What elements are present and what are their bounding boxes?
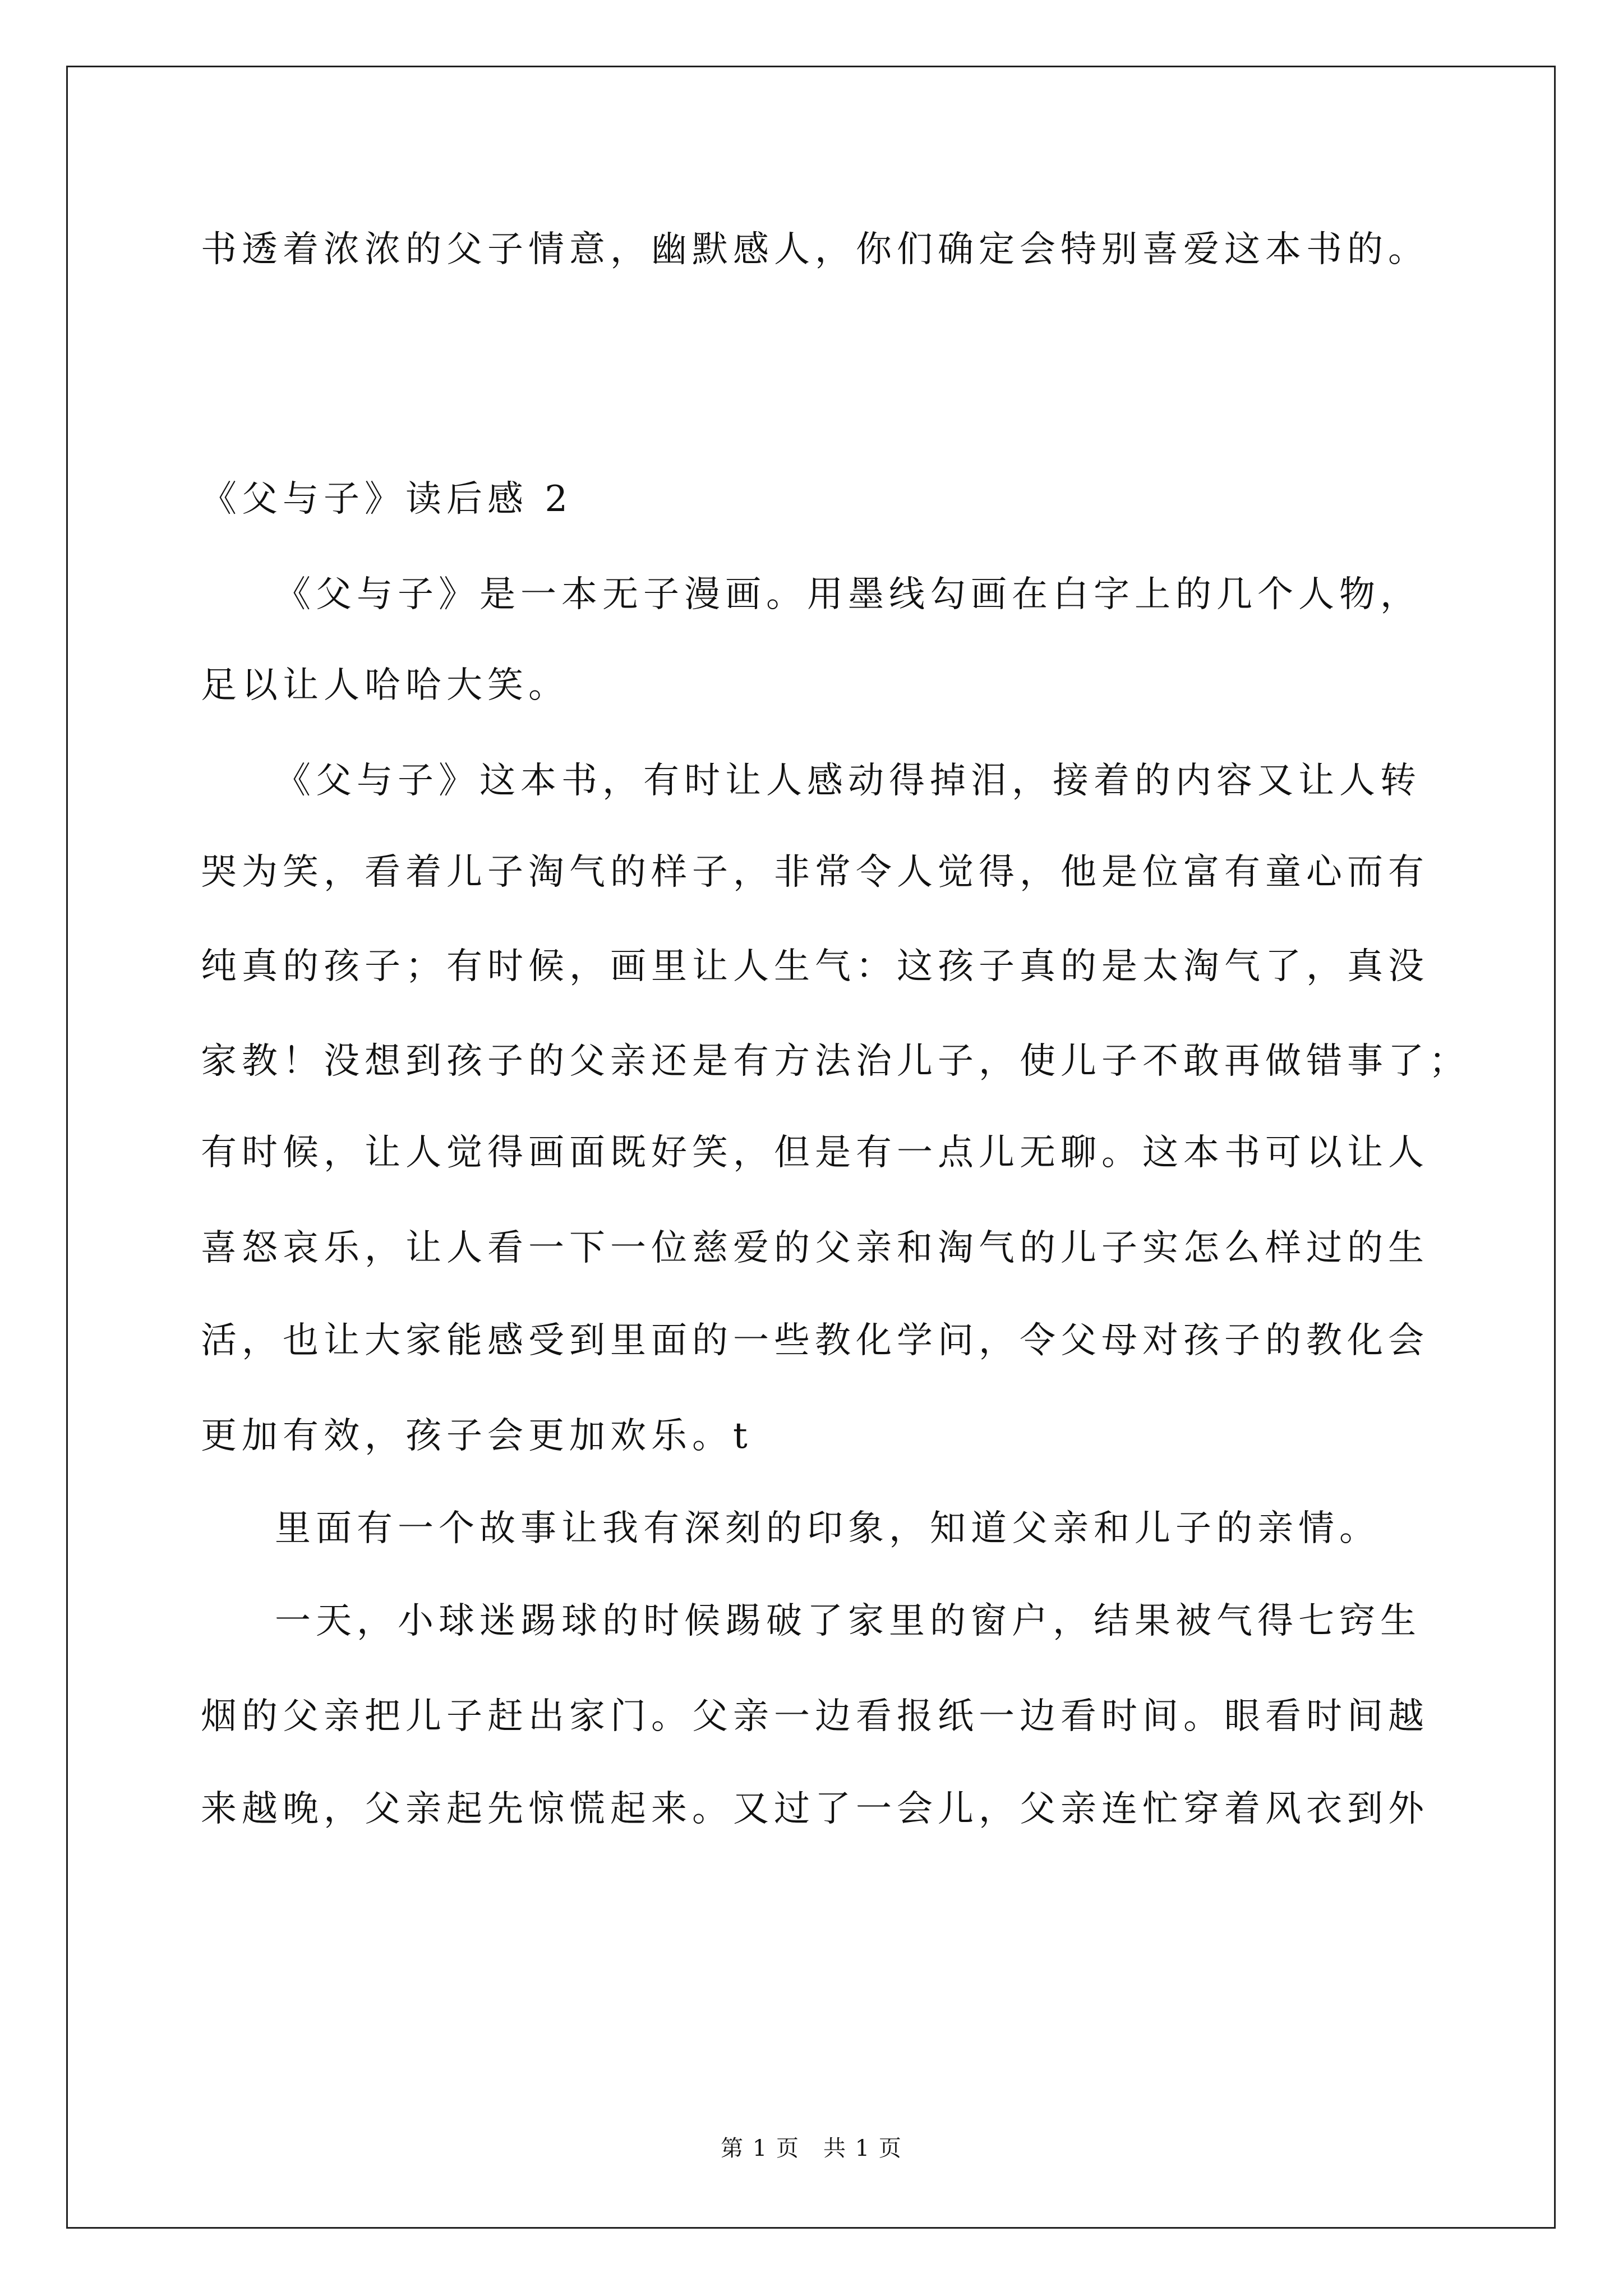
text-line: 更加有效，孩子会更加欢乐。t: [201, 1415, 753, 1457]
text-line: 有时候，让人觉得画面既好笑，但是有一点儿无聊。这本书可以让人: [201, 1132, 1429, 1174]
text-line: 《父与子》是一本无子漫画。用墨线勾画在白字上的几个人物，: [275, 574, 1421, 615]
section-heading: 《父与子》读后感 2: [201, 478, 573, 520]
text-line: 《父与子》这本书，有时让人感动得掉泪，接着的内容又让人转: [275, 760, 1421, 802]
text-line: 烟的父亲把儿子赶出家门。父亲一边看报纸一边看时间。眼看时间越: [201, 1696, 1429, 1737]
text-line: 哭为笑，看着儿子淘气的样子，非常令人觉得，他是位富有童心而有: [201, 852, 1429, 893]
text-line: 足以让人哈哈大笑。: [201, 665, 569, 706]
text-line: 喜怒哀乐，让人看一下一位慈爱的父亲和淘气的儿子实怎么样过的生: [201, 1227, 1429, 1269]
text-line: 纯真的孩子；有时候，画里让人生气：这孩子真的是太淘气了，真没: [201, 946, 1429, 987]
text-line: 来越晚，父亲起先惊慌起来。又过了一会儿，父亲连忙穿着风衣到外: [201, 1788, 1429, 1830]
text-line: 家教！没想到孩子的父亲还是有方法治儿子，使儿子不敢再做错事了；: [201, 1041, 1470, 1082]
text-line: 书透着浓浓的父子情意，幽默感人，你们确定会特别喜爱这本书的。: [201, 229, 1429, 270]
page-number-footer: 第 1 页 共 1 页: [721, 2136, 902, 2161]
text-line: 一天，小球迷踢球的时候踢破了家里的窗户，结果被气得七窍生: [275, 1600, 1421, 1642]
text-line: 活，也让大家能感受到里面的一些教化学问，令父母对孩子的教化会: [201, 1320, 1429, 1361]
text-line: 里面有一个故事让我有深刻的印象，知道父亲和儿子的亲情。: [275, 1508, 1380, 1549]
